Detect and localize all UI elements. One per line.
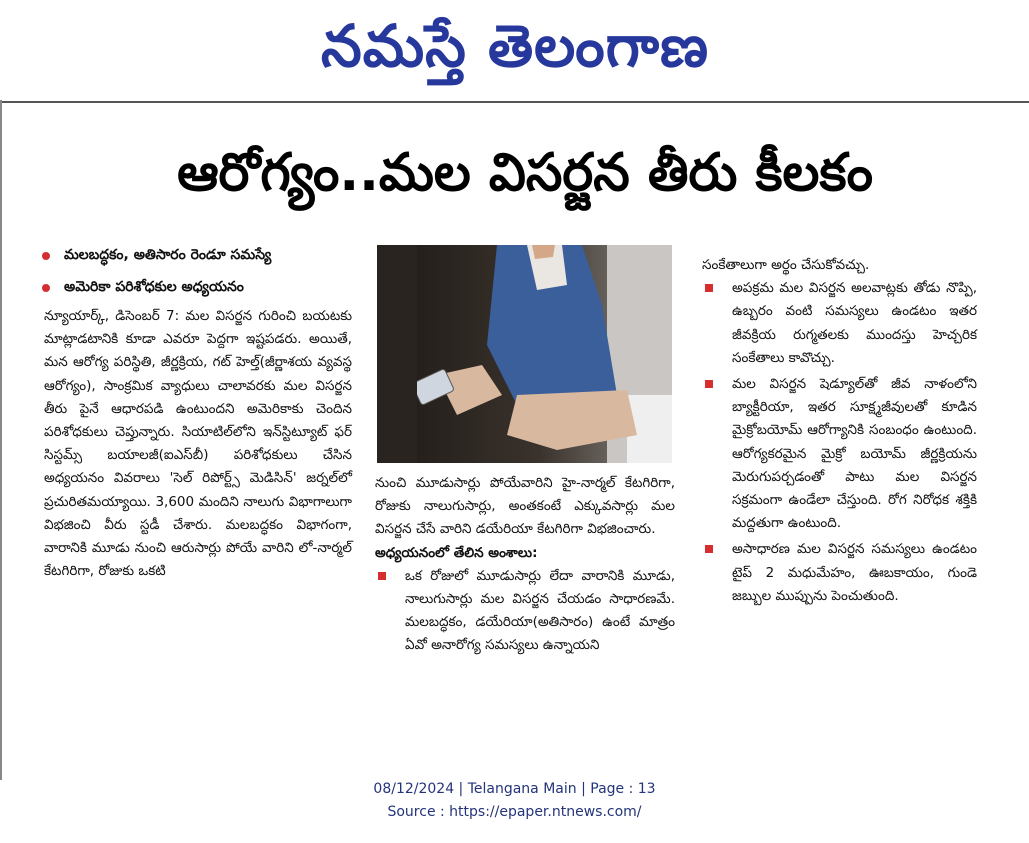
finding-item bbox=[702, 373, 977, 535]
finding-item bbox=[375, 565, 675, 658]
square-bullet-icon bbox=[705, 545, 713, 553]
summary-bullet-text: అమెరికా పరిశోధకుల అధ్యయనం bbox=[64, 278, 244, 295]
finding-text: మల విసర్జన షెడ్యూల్‌తో జీవ నాళంలోని బ్యాక్టీరియా, ఇతర సూక్ష్మజీవులతో కూడిన మైక్రోబయోమ్ ఆరోగ్యానికి సంబంధం ఉంటుంది. ఆరోగ్యకరమైన మైక్రో బయోమ్ జీర్ణక్రియను మెరుగుపర్చడంతో పాటు మల విసర్జన సక్రమంగా ఉండేలా చేస్తుంది. రోగ నిరోధక శక్తికి మద్దతుగా ఉంటుంది. bbox=[732, 376, 977, 532]
masthead-divider bbox=[0, 101, 1029, 103]
column2-intro: నుంచి మూడుసార్లు పోయేవారిని హై-నార్మల్ కేటగిరిగా, రోజుకు నాలుగుసార్లు, అంతకంటే ఎక్కువసార్లు మల విసర్జన చేసే వారిని డయేరియా కేటగిరిగా విభజించారు. bbox=[375, 475, 675, 538]
article-column-3 bbox=[702, 254, 977, 611]
finding-text: అసాధారణ మల విసర్జన సమస్యలు ఉండటం టైప్ 2 మధుమేహం, ఊబకాయం, గుండె జబ్బుల ముప్పును పెంచుతుంది. bbox=[732, 541, 977, 604]
column3-continuation: సంకేతాలుగా అర్థం చేసుకోవచ్చు. bbox=[702, 257, 870, 273]
photo-illustration bbox=[377, 245, 672, 463]
left-edge-divider bbox=[0, 100, 2, 780]
article-column-2 bbox=[375, 472, 675, 658]
article-photo bbox=[377, 245, 672, 463]
summary-bullets bbox=[42, 240, 362, 304]
summary-bullet-text: మలబద్ధకం, అతిసారం రెండూ సమస్యే bbox=[64, 246, 272, 263]
square-bullet-icon bbox=[705, 380, 713, 388]
summary-bullet bbox=[42, 272, 362, 304]
article-headline: ఆరోగ్యం..మల విసర్జన తీరు కీలకం bbox=[177, 143, 873, 203]
square-bullet-icon bbox=[378, 572, 386, 580]
finding-text: అపక్రమ మల విసర్జన అలవాట్లకు తోడు నొప్పి, ఉబ్బరం వంటి సమస్యలు ఉండటం ఇతర జీవక్రియ రుగ్మతలకు ముందస్తు హెచ్చరిక సంకేతాలు కావొచ్చు. bbox=[732, 280, 977, 366]
masthead-title: నమస్తే తెలంగాణ bbox=[321, 12, 709, 80]
finding-item bbox=[702, 538, 977, 608]
column1-text: న్యూయార్క్, డిసెంబర్ 7: మల విసర్జన గురించి బయటకు మాట్లాడటానికి కూడా ఎవరూ పెద్దగా ఇష్టపడరు. అయితే, మన ఆరోగ్య పరిస్థితి, జీర్ణక్రియ, గట్ హెల్త్(జీర్ణాశయ వ్యవస్థ ఆరోగ్యం), సాంక్రమిక వ్యాధులు చాలావరకు మల విసర్జన తీరు పైనే ఆధారపడి ఉంటుందని అమెరికాకు చెందిన పరిశోధకులు చెప్తున్నారు. సియాటిల్‌లోని ఇన్‌స్టిట్యూట్ ఫర్ సిస్టమ్స్ బయాలజీ(ఐఎస్‌బీ) పరిశోధకులు చేసిన అధ్యయనం వివరాలు 'సెల్ రిపోర్ట్స్ మెడిసిన్' జర్నల్‌లో ప్రచురితమయ్యాయి. 3,600 మందిని నాలుగు విభాగాలుగా విభజించి వీరు స్టడీ చేశారు. మలబద్ధకం విభాగంగా, వారానికి మూడు నుంచి ఆరుసార్లు పోయే వారిని లో-నార్మల్ కేటగిరిగా, రోజుకు ఒకటి bbox=[44, 308, 352, 580]
bullet-dot-icon bbox=[42, 252, 50, 260]
masthead bbox=[0, 0, 1029, 100]
finding-item bbox=[702, 277, 977, 370]
summary-bullet bbox=[42, 240, 362, 272]
article-column-1 bbox=[44, 305, 352, 583]
bullet-dot-icon bbox=[42, 284, 50, 292]
finding-text: ఒక రోజులో మూడుసార్లు లేదా వారానికి మూడు, నాలుగుసార్లు మల విసర్జన చేయడం సాధారణమే. మలబద్ధకం, డయేరియా(అతిసారం) ఉంటే మాత్రం ఏవో అనారోగ్య సమస్యలు ఉన్నాయని bbox=[405, 567, 675, 654]
source-link[interactable]: Source : https://epaper.ntnews.com/ bbox=[387, 804, 642, 820]
findings-subheading: అధ్యయనంలో తేలిన అంశాలు: bbox=[375, 544, 538, 561]
edition-info: 08/12/2024 | Telangana Main | Page : 13 bbox=[373, 781, 656, 797]
square-bullet-icon bbox=[705, 284, 713, 292]
